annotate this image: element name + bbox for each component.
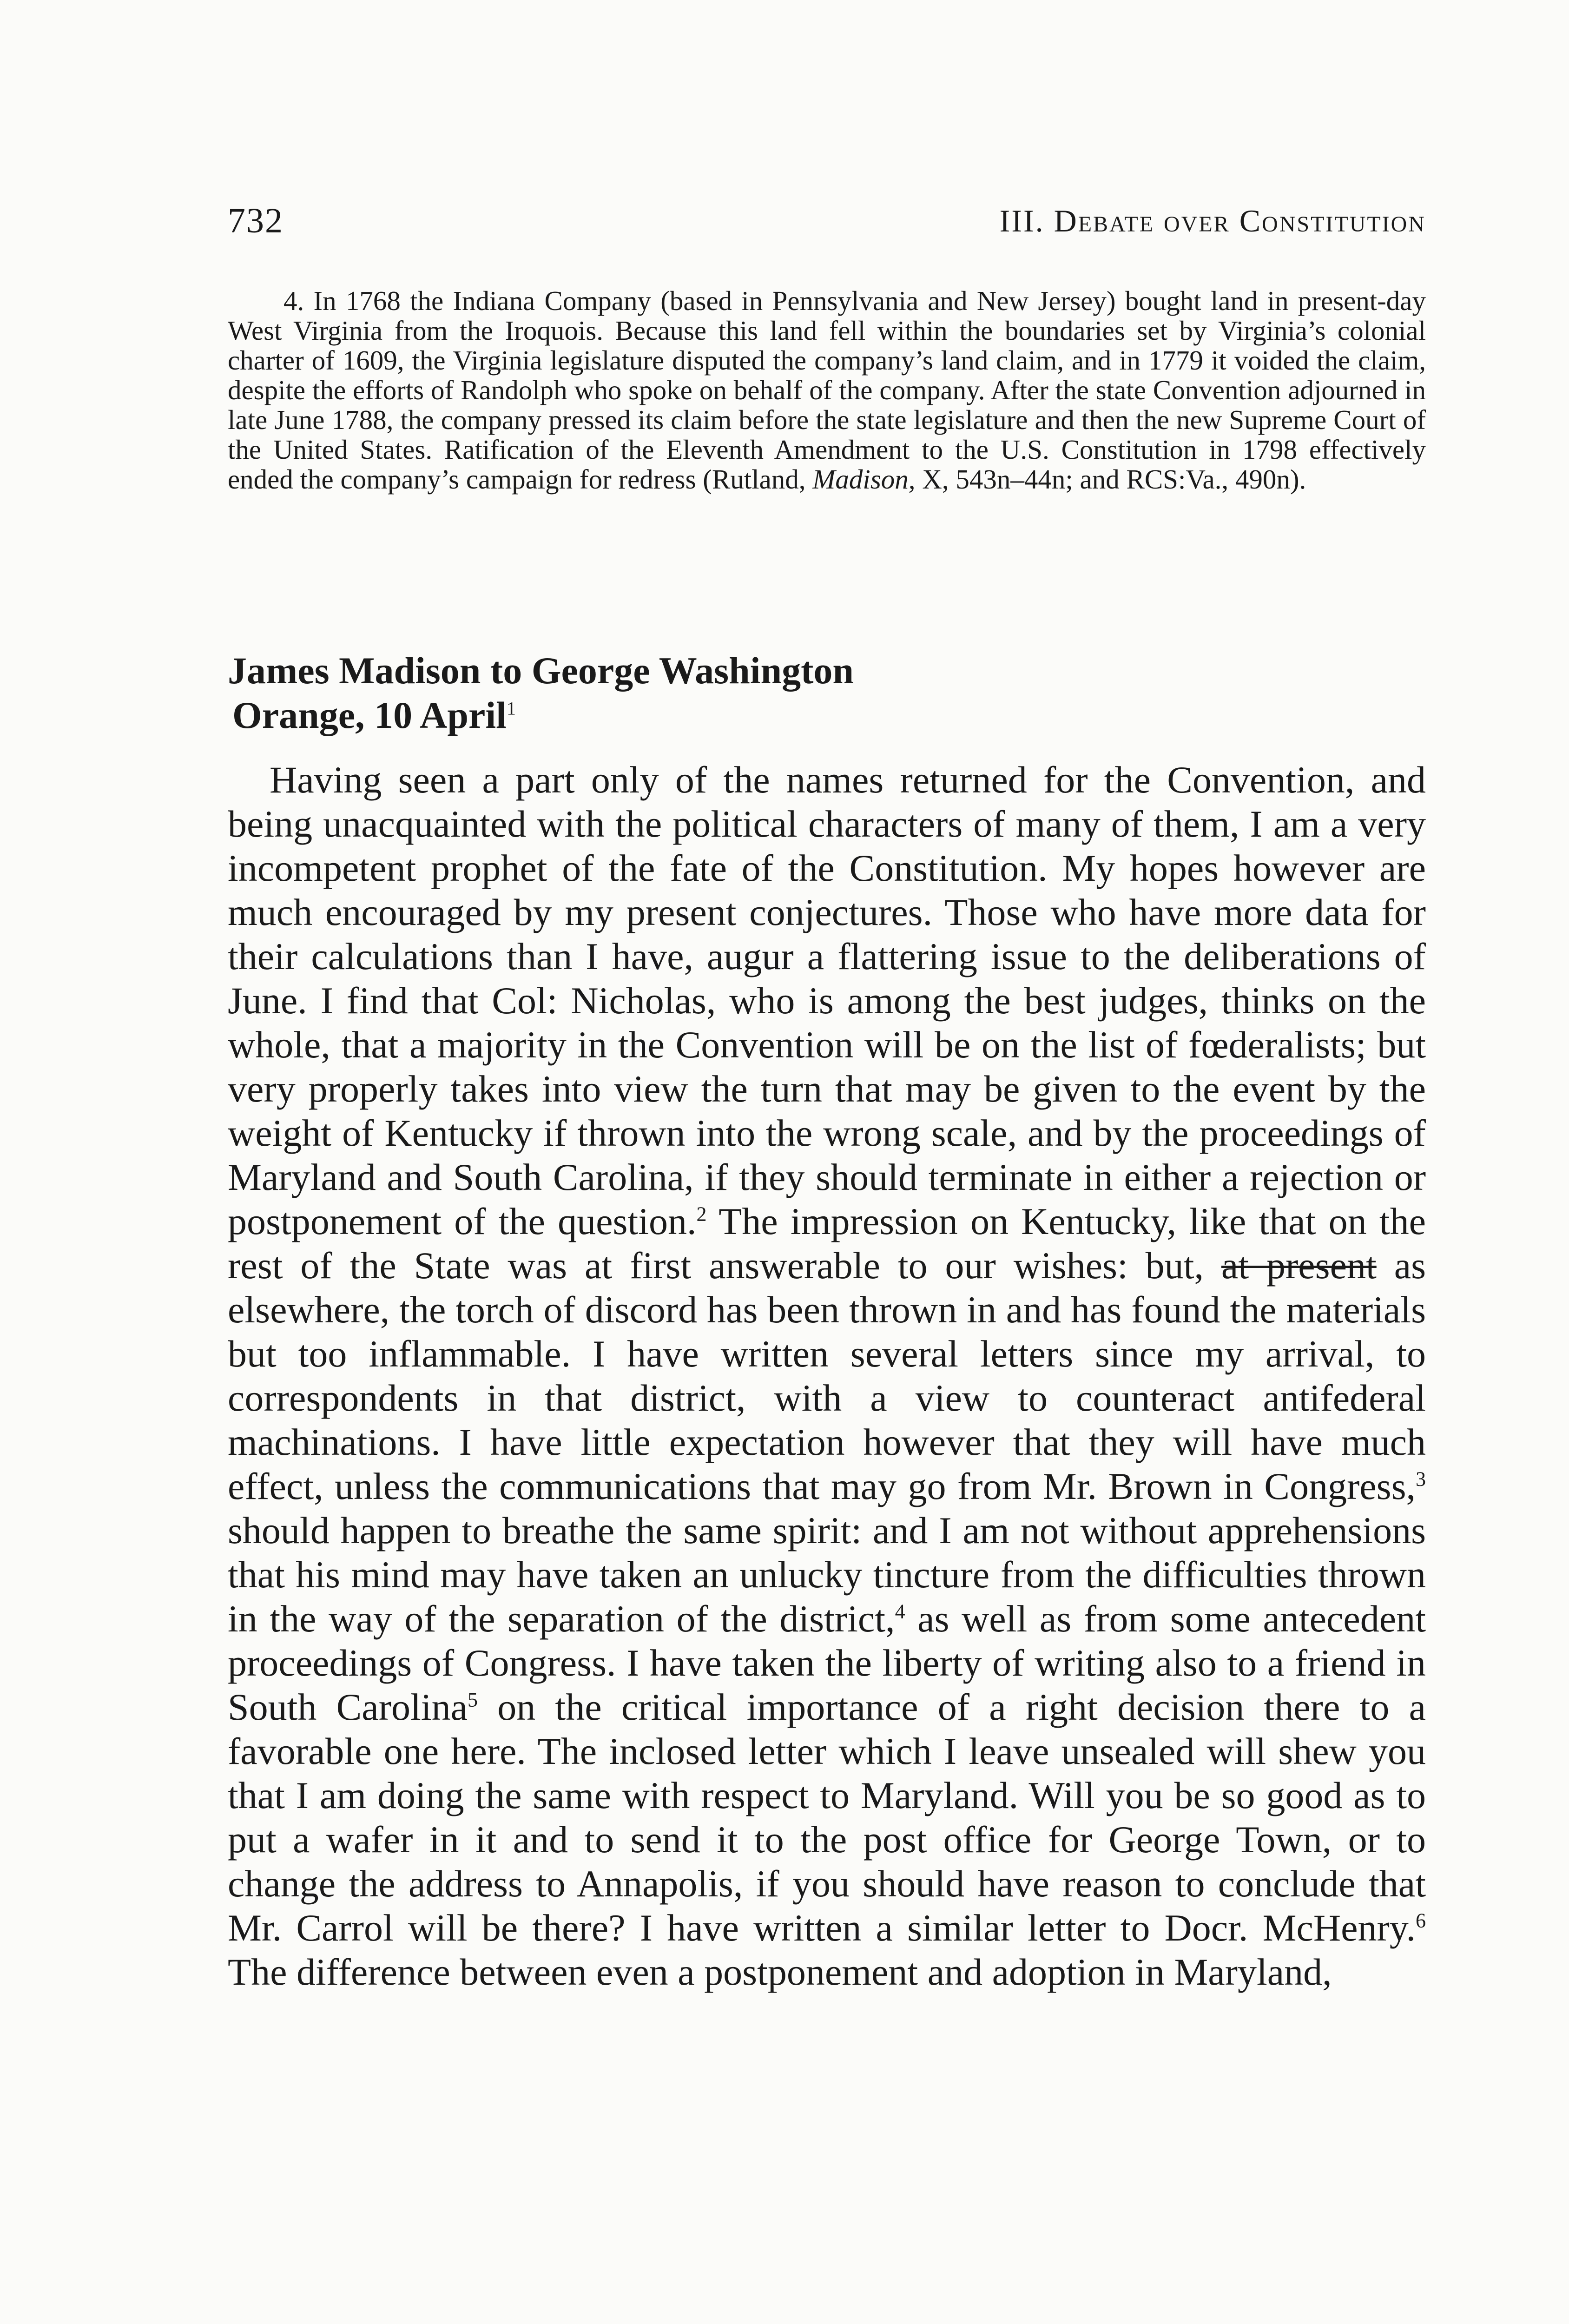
section-title: III. Debate over Constitution	[999, 203, 1426, 238]
body-segment-3: as elsewhere, the torch of discord has been thrown in and has found the materials but too inflammable. I have written several letters since my arrival, to correspondents in that district, with a view to counteract antifederal machinations. I have little expectation however that they will have much effect, unless the communications that may go from Mr. Brown in Congress,	[228, 1244, 1426, 1507]
body-segment-6: on the critical importance of a right decision there to a favorable one here. The inclosed letter which I leave unsealed will shew you that I am doing the same with respect to Maryland. Will you be so good as to put a wafer in it and to send it to the post office for George Town, or to change the address to Annapolis, if you should have reason to conclude that Mr. Carrol will be there? I have written a similar letter to Docr. McHenry.	[228, 1686, 1426, 1949]
page-number: 732	[228, 201, 283, 240]
letter-title	[228, 648, 1426, 738]
footnote-4	[228, 286, 1426, 494]
letter-title-line2: Orange, 10 April	[232, 694, 507, 736]
footnote-text-part1: 4. In 1768 the Indiana Company (based in Pennsylvania and New Jersey) bought land in present-day West Virginia from the Iroquois. Because this land fell within the boundaries set by Virginia’s colonial charter of 1609, the Virginia legislature disputed the company’s land claim, and in 1779 it voided the claim, despite the efforts of Randolph who spoke on behalf of the company. After the state Convention adjourned in late June 1788, the company pressed its claim before the state legislature and then the new Supreme Court of the United States. Ratification of the Eleventh Amendment to the U.S. Constitution in 1798 effectively ended the company’s campaign for redress (Rutland,	[228, 285, 1426, 495]
footnote-italic-citation: Madison,	[812, 464, 916, 495]
body-segment-5: as well as from some antecedent proceedings of Congress. I have taken the liberty of writing also to a friend in South Carolina	[228, 1598, 1426, 1728]
footnote-text-part2: X, 543n–44n; and RCS:Va., 490n).	[915, 464, 1306, 495]
note-ref-6: 6	[1416, 1909, 1426, 1932]
body-segment-4: should happen to breathe the same spirit: and I am not without apprehensions that his mind may have taken an unlucky tincture from the difficulties thrown in the way of the separation of the district,	[228, 1509, 1426, 1640]
letter-title-note-ref: 1	[506, 698, 516, 719]
note-ref-5: 5	[467, 1688, 478, 1711]
body-segment-2: The impression on Kentucky, like that on the rest of the State was at first answerable to our wishes: but,	[228, 1200, 1426, 1287]
running-head	[228, 195, 1426, 246]
body-segment-7: The difference between even a postponement and adoption in Maryland,	[228, 1951, 1332, 1993]
struck-text: at present	[1221, 1244, 1377, 1287]
letter-title-line1: James Madison to George Washington	[228, 649, 854, 692]
letter-body	[228, 758, 1426, 1994]
note-ref-3: 3	[1416, 1467, 1426, 1491]
body-segment-1: Having seen a part only of the names returned for the Convention, and being unacquainted with the political characters of many of them, I am a very incompetent prophet of the fate of the Constitution. My hopes however are much encouraged by my present conjectures. Those who have more data for their calculations than I have, augur a flattering issue to the deliberations of June. I find that Col: Nicholas, who is among the best judges, thinks on the whole, that a majority in the Convention will be on the list of fœderalists; but very properly takes into view the turn that may be given to the event by the weight of Kentucky if thrown into the wrong scale, and by the proceedings of Maryland and South Carolina, if they should terminate in either a rejection or postponement of the question.	[228, 759, 1426, 1242]
note-ref-4: 4	[895, 1600, 905, 1623]
note-ref-2: 2	[696, 1202, 707, 1226]
letter-title-line2-wrapper	[228, 693, 1426, 738]
